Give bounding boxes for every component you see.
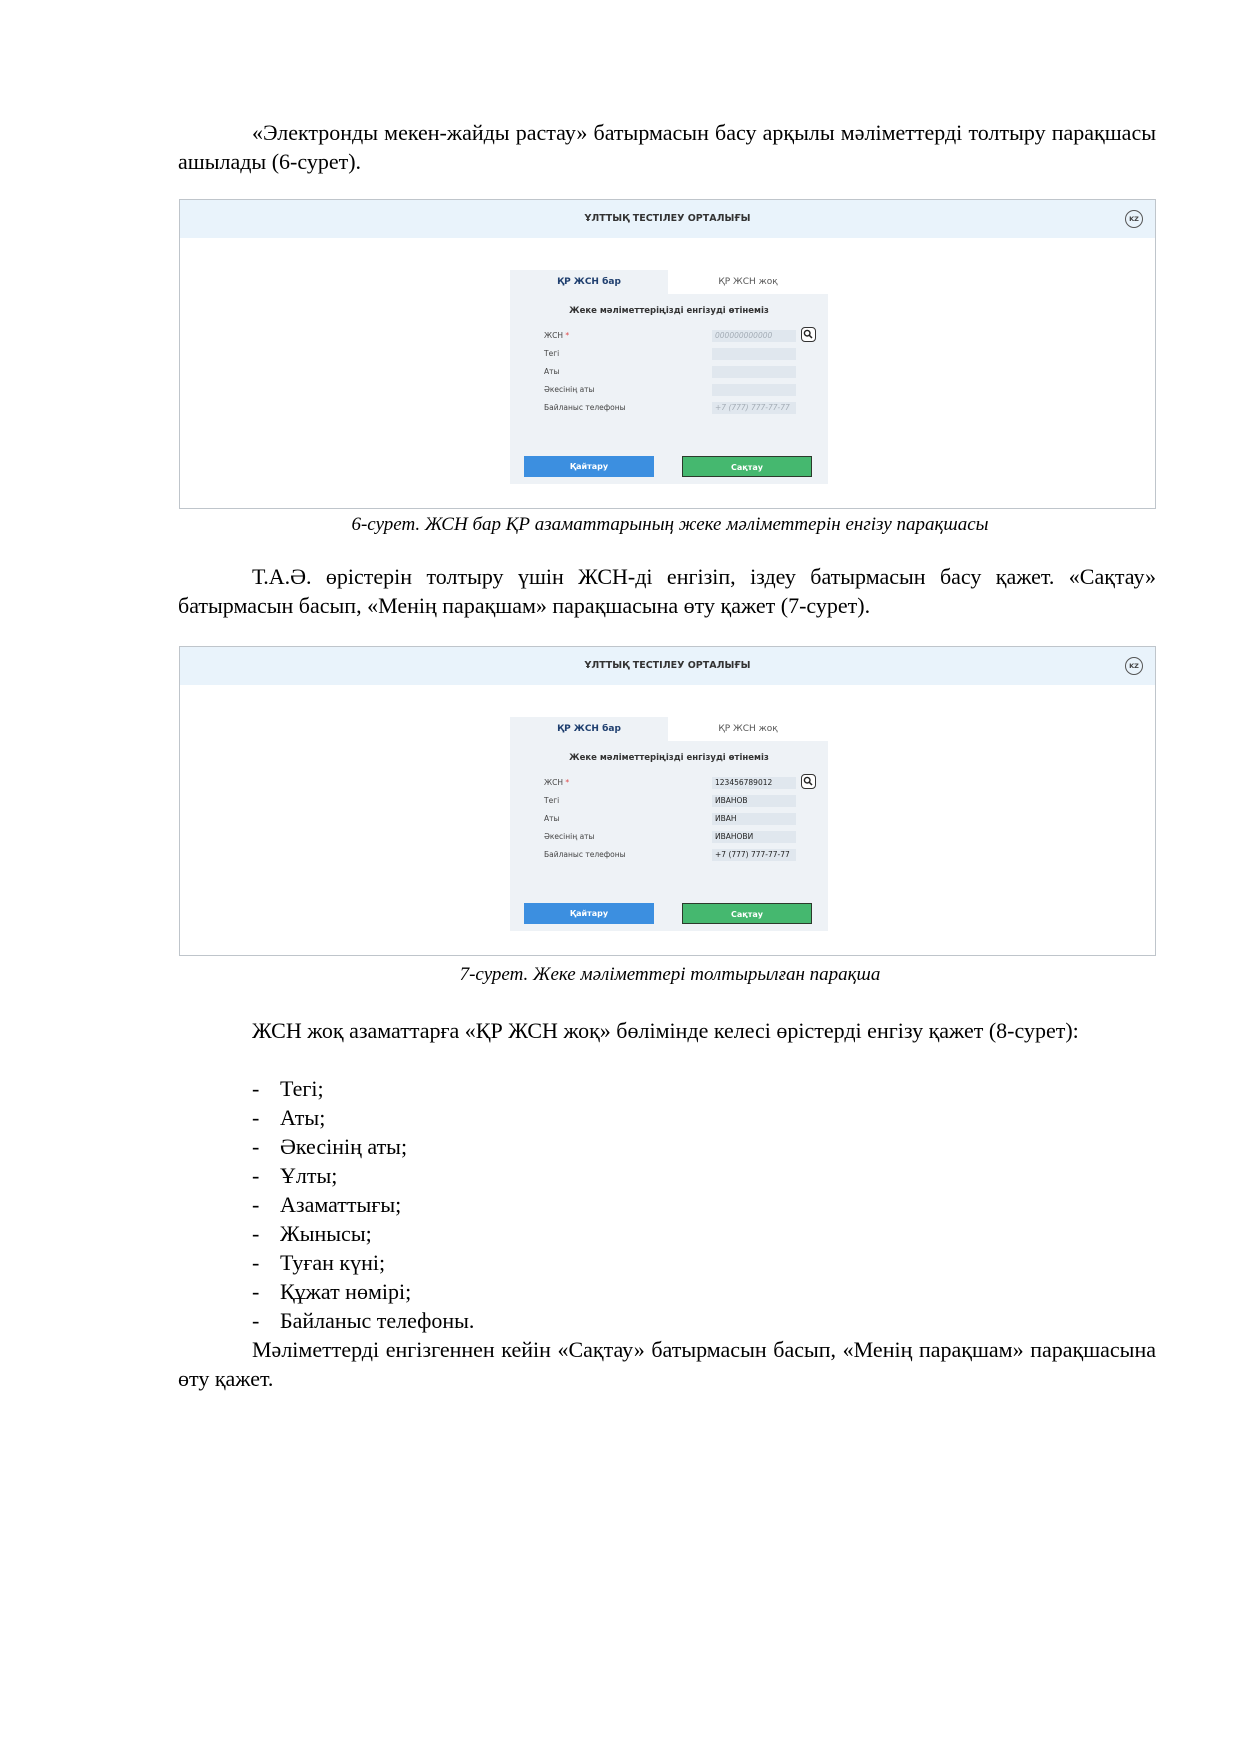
field-label: Аты bbox=[544, 367, 560, 376]
tab-with-iin[interactable]: ҚР ЖСН бар bbox=[510, 270, 668, 294]
field-label: Тегі bbox=[544, 796, 560, 805]
required-mark: * bbox=[565, 331, 570, 340]
field-phone bbox=[544, 402, 814, 416]
site-title: ҰЛТТЫҚ ТЕСТІЛЕУ ОРТАЛЫҒЫ bbox=[584, 213, 751, 224]
form-title: Жеке мәліметтеріңізді енгізуді өтінеміз bbox=[569, 306, 769, 316]
paragraph-2: Т.А.Ә. өрістерін толтыру үшін ЖСН-ді енгізіп, іздеу батырмасын басу қажет. «Сақтау» батырмасын басып, «Менің парақшам» парақшасына өту қажет (7-сурет). bbox=[178, 564, 1156, 618]
back-button[interactable]: Қайтару bbox=[524, 456, 654, 477]
list-item: - Аты; bbox=[252, 1105, 326, 1130]
field-label: Тегі bbox=[544, 349, 560, 358]
patronymic-input[interactable]: ИВАНОВИ bbox=[712, 831, 796, 843]
field-patronymic bbox=[544, 384, 814, 398]
field-label: ЖСН * bbox=[544, 778, 570, 787]
paragraph-3: ЖСН жоқ азаматтарға «ҚР ЖСН жоқ» бөлімінде келесі өрістерді енгізу қажет (8-сурет): bbox=[252, 1018, 1079, 1043]
field-iin bbox=[544, 777, 814, 791]
iin-input[interactable]: 000000000000 bbox=[712, 330, 796, 342]
field-name bbox=[544, 813, 814, 827]
paragraph-4: Мәліметтерді енгізгеннен кейін «Сақтау» батырмасын басып, «Менің парақшам» парақшасына өту қажет. bbox=[178, 1337, 1156, 1391]
patronymic-input[interactable] bbox=[712, 384, 796, 396]
field-surname bbox=[544, 795, 814, 809]
figure-7-caption: 7-сурет. Жеке мәліметтері толтырылған парақша bbox=[459, 964, 881, 985]
list-item: - Тегі; bbox=[252, 1076, 324, 1101]
required-mark: * bbox=[565, 778, 570, 787]
list-item: - Ұлты; bbox=[252, 1163, 338, 1188]
list-item: - Құжат нөмірі; bbox=[252, 1279, 412, 1304]
search-button[interactable] bbox=[801, 327, 816, 342]
search-button[interactable] bbox=[801, 774, 816, 789]
site-header bbox=[180, 200, 1155, 238]
field-label: Байланыс телефоны bbox=[544, 850, 626, 859]
personal-data-form bbox=[510, 270, 828, 484]
tab-with-iin[interactable]: ҚР ЖСН бар bbox=[510, 717, 668, 741]
form-title: Жеке мәліметтеріңізді енгізуді өтінеміз bbox=[569, 753, 769, 763]
field-iin bbox=[544, 330, 814, 344]
figure-6-caption: 6-сурет. ЖСН бар ҚР азаматтарының жеке мәліметтерін енгізу парақшасы bbox=[351, 514, 989, 535]
surname-input[interactable] bbox=[712, 348, 796, 360]
tab-without-iin[interactable]: ҚР ЖСН жоқ bbox=[718, 277, 778, 287]
surname-input[interactable]: ИВАНОВ bbox=[712, 795, 796, 807]
save-button[interactable]: Сақтау bbox=[682, 903, 812, 924]
phone-input[interactable]: +7 (777) 777-77-77 bbox=[712, 849, 796, 861]
field-label: Әкесінің аты bbox=[544, 832, 595, 841]
search-icon bbox=[803, 776, 813, 786]
tab-without-iin[interactable]: ҚР ЖСН жоқ bbox=[718, 724, 778, 734]
list-item: - Туған күні; bbox=[252, 1250, 386, 1275]
phone-input[interactable]: +7 (777) 777-77-77 bbox=[712, 402, 796, 414]
save-button[interactable]: Сақтау bbox=[682, 456, 812, 477]
language-switch-icon[interactable]: KZ bbox=[1125, 657, 1143, 675]
iin-input[interactable]: 123456789012 bbox=[712, 777, 796, 789]
form-card bbox=[510, 741, 828, 931]
personal-data-form bbox=[510, 717, 828, 931]
field-phone bbox=[544, 849, 814, 863]
paragraph-1: «Электронды мекен-жайды растау» батырмасын басу арқылы мәліметтерді толтыру парақшасы ашылады (6-сурет). bbox=[178, 120, 1156, 174]
site-title: ҰЛТТЫҚ ТЕСТІЛЕУ ОРТАЛЫҒЫ bbox=[584, 660, 751, 671]
language-switch-icon[interactable]: KZ bbox=[1125, 210, 1143, 228]
field-surname bbox=[544, 348, 814, 362]
screenshot-figure-6 bbox=[179, 199, 1156, 509]
site-header bbox=[180, 647, 1155, 685]
list-item: - Азаматтығы; bbox=[252, 1192, 402, 1217]
name-input[interactable] bbox=[712, 366, 796, 378]
name-input[interactable]: ИВАН bbox=[712, 813, 796, 825]
search-icon bbox=[803, 329, 813, 339]
form-card bbox=[510, 294, 828, 484]
required-fields-list bbox=[252, 1074, 474, 1335]
list-item: - Әкесінің аты; bbox=[252, 1134, 408, 1159]
field-name bbox=[544, 366, 814, 380]
field-label: Байланыс телефоны bbox=[544, 403, 626, 412]
field-label: Әкесінің аты bbox=[544, 385, 595, 394]
screenshot-figure-7 bbox=[179, 646, 1156, 956]
field-patronymic bbox=[544, 831, 814, 845]
field-label: Аты bbox=[544, 814, 560, 823]
list-item: - Жынысы; bbox=[252, 1221, 372, 1246]
field-label: ЖСН * bbox=[544, 331, 570, 340]
back-button[interactable]: Қайтару bbox=[524, 903, 654, 924]
list-item: - Байланыс телефоны. bbox=[252, 1308, 475, 1333]
